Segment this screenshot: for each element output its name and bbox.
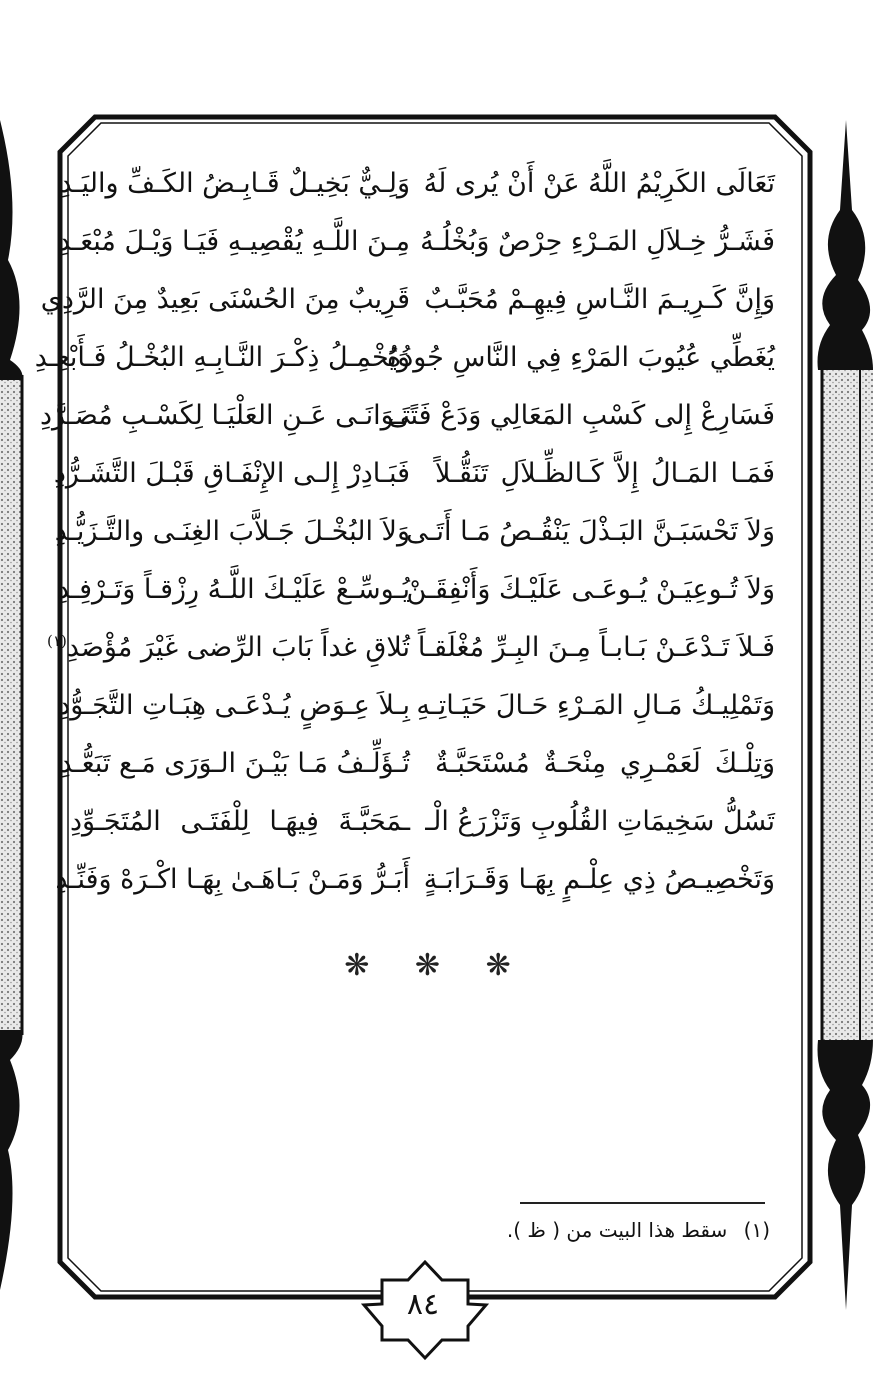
verse-text: تُلاقِ غداً بَابَ الرِّضى غَيْرَ مُؤْصَدِ: [66, 632, 410, 663]
footnote-reference: (١): [47, 632, 67, 650]
verse-first-hemistich: فَمَـا المَـالُ إِلاَّ كَـالظِّـلاَلِ تَنَقُّـلاً: [435, 458, 775, 489]
verse-first-hemistich: وَتَمْلِيـكُ مَـالِ المَـرْءِ حَـالَ حَيَـاتِـهِ: [416, 690, 775, 721]
verse-line: [39, 387, 775, 445]
verse-second-hemistich: قَرِيبٌ مِنَ الحُسْنَى بَعِيدٌ مِنَ الرَّدِي: [40, 284, 410, 315]
verse-first-hemistich: وَتِلْـكَ لَعَمْـرِي مِنْحَـةٌ مُسْتَحَبَّـةٌ: [435, 748, 775, 779]
section-separator: ❋ ❋ ❋: [344, 948, 529, 983]
verse-line: [59, 735, 775, 793]
verse-first-hemistich: وَلاَ تُـوعِيَـنْ يُـوعَـى عَلَيْـكَ وَأَنْفِقَـنْ: [406, 574, 775, 605]
verse-line: [55, 851, 775, 909]
footnote-text: سقط هذا البيت من ( ظ ).: [506, 1218, 728, 1242]
verse-first-hemistich: تَسُلُّ سَخِيمَاتِ القُلُوبِ وَتَزْرَعُ الْـ: [425, 806, 775, 837]
verse-line: [53, 445, 775, 503]
footnote-divider: [520, 1202, 765, 1204]
verse-second-hemistich: وَيُخْمِـلُ ذِكْـرَ النَّـابِـهِ البُخْـلُ فَـأَبْعِـدِ: [34, 342, 410, 373]
verse-line: [58, 677, 775, 735]
verse-second-hemistich: أَبَـرُّ وَمَـنْ بَـاهَـىٰ بِهَـا اكْـرَهْ وَفَنِّـدِ: [55, 864, 410, 895]
verse-second-hemistich: وَلاَ البُخْـلَ جَـلاَّبَ الغِنَـى والتَّـزَيُّـدِ: [54, 516, 410, 547]
verse-first-hemistich: يُغَطِّي عُيُوبَ المَرْءِ فِي النَّاسِ جُودُهُ: [387, 342, 775, 373]
left-ornament-band: [0, 120, 23, 1290]
verse-second-hemistich: ـمَحَبَّـةَ فِيهَـا لِلْفَتَـى المُتَجَـوِّدِ: [70, 806, 410, 837]
verse-first-hemistich: فَشَـرُّ خِـلاَلِ المَـرْءِ حِرْصٌ وَبُخْلُـهُ: [420, 226, 775, 257]
verse-line: [58, 213, 775, 271]
verse-second-hemistich: تُـؤَلِّـفُ مَـا بَيْـنَ الـوَرَى مَـع تَبَعُّـدِ: [59, 748, 410, 779]
verse-second-hemistich: وَلِـيٌّ بَخِيـلٌ قَـابِـضُ الكَـفِّ واليَـدِ: [59, 168, 410, 199]
verse-first-hemistich: وَلاَ تَحْسَبَـنَّ البَـذْلَ يَنْقُـصُ مَـا أَتَـى: [406, 516, 775, 547]
verse-second-hemistich: فَبَـادِرْ إِلـى الإِنْفَـاقِ قَبْـلَ التَّشَـرُّدِ: [53, 458, 410, 489]
poem-body: [34, 155, 775, 915]
footnote: [440, 1218, 770, 1248]
verse-line: [34, 329, 775, 387]
verse-second-hemistich: بِـلاَ عِـوَضٍ يُـدْعَـى هِبَـاتِ التَّجَـوُّدِ: [58, 690, 410, 721]
verse-line: [59, 155, 775, 213]
footnote-marker: (١): [743, 1218, 770, 1242]
right-ornament-band: [818, 120, 873, 1310]
verse-first-hemistich: فَـلاَ تَـدْعَـنْ بَـابـاً مِـنَ البِـرِّ مُغْلَقـاً: [417, 632, 775, 663]
verse-second-hemistich: تَـوَانَـى عَـنِ العَلْيَـا لِكَسْـبِ مُصَـرَّدِ: [39, 400, 410, 431]
verse-line: [70, 793, 775, 851]
verse-first-hemistich: تَعَالَى الكَرِيْمُ اللَّهُ عَنْ أَنْ يُرى لَهُ: [423, 168, 775, 199]
page-number: ٨٤: [406, 1287, 440, 1322]
verse-line: [57, 561, 775, 619]
verse-first-hemistich: وَإِنَّ كَـرِيـمَ النَّـاسِ فِيهِـمْ مُحَبَّـبٌ: [424, 284, 775, 315]
verse-line: [47, 619, 775, 677]
verse-second-hemistich: يُـوسِّـعْ عَلَيْـكَ اللَّـهُ رِزْقـاً وَتَـرْفِـدِ: [57, 574, 410, 605]
verse-line: [40, 271, 775, 329]
verse-first-hemistich: فَسَارِعْ إِلى كَسْبِ المَعَالِي وَدَعْ فَتًى: [387, 400, 775, 431]
verse-second-hemistich: [47, 628, 410, 668]
verse-first-hemistich: وَتَخْصِيـصُ ذِي عِلْـمٍ بِهَـا وَقَـرَابَـةٍ: [423, 864, 775, 895]
verse-second-hemistich: مِـنَ اللَّـهِ يُقْصِيـهِ فَيَـا وَيْـلَ مُبْعَـدِ: [58, 226, 410, 257]
verse-line: [54, 503, 775, 561]
